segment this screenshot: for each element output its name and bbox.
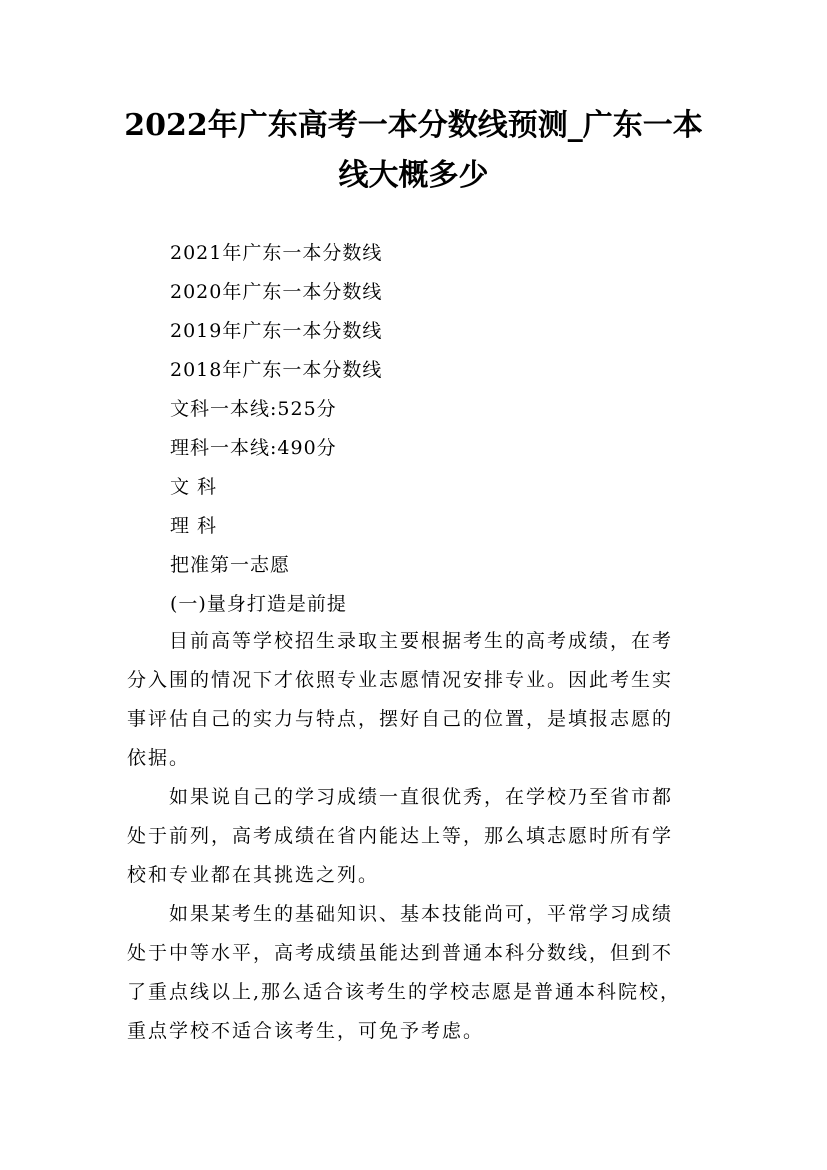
paragraph-line: 依据。 (127, 747, 191, 769)
list-line: 文科一本线:525分 (170, 398, 337, 420)
title-line-2: 线大概多少 (338, 158, 489, 193)
document-title (110, 101, 717, 201)
paragraph (127, 778, 702, 895)
paragraph-line: 重点学校不适合该考生，可免予考虑。 (127, 1020, 485, 1042)
paragraph-line: 如果说自己的学习成绩一直很优秀，在学校乃至省市都 (169, 786, 674, 808)
list-line: 文 科 (170, 476, 218, 498)
section-heading: 把准第一志愿 (170, 554, 291, 576)
list-line: 2019年广东一本分数线 (170, 320, 383, 342)
paragraph-line: 校和专业都在其挑选之列。 (127, 864, 380, 886)
list-line: 理科一本线:490分 (170, 437, 337, 459)
list-line: 理 科 (170, 515, 218, 537)
paragraph-line: 事评估自己的实力与特点，摆好自己的位置，是填报志愿的 (127, 708, 674, 730)
paragraph-line: 目前高等学校招生录取主要根据考生的高考成绩，在考 (169, 630, 674, 652)
paragraph-line: 分入围的情况下才依照专业志愿情况安排专业。因此考生实 (127, 669, 674, 691)
title-line-1: 2022年广东高考一本分数线预测_广东一本 (124, 108, 703, 143)
subsection-heading: (一)量身打造是前提 (170, 593, 347, 615)
paragraph-line: 了重点线以上,那么适合该考生的学校志愿是普通本科院校， (127, 981, 682, 1003)
list-line: 2020年广东一本分数线 (170, 281, 383, 303)
paragraph (127, 622, 702, 778)
paragraph-line: 如果某考生的基础知识、基本技能尚可，平常学习成绩 (169, 903, 674, 925)
paragraph-line: 处于前列，高考成绩在省内能达上等，那么填志愿时所有学 (127, 825, 674, 847)
paragraph (127, 895, 702, 1051)
list-line: 2021年广东一本分数线 (170, 242, 383, 264)
paragraph-line: 处于中等水平，高考成绩虽能达到普通本科分数线，但到不 (127, 942, 674, 964)
list-line: 2018年广东一本分数线 (170, 359, 383, 381)
